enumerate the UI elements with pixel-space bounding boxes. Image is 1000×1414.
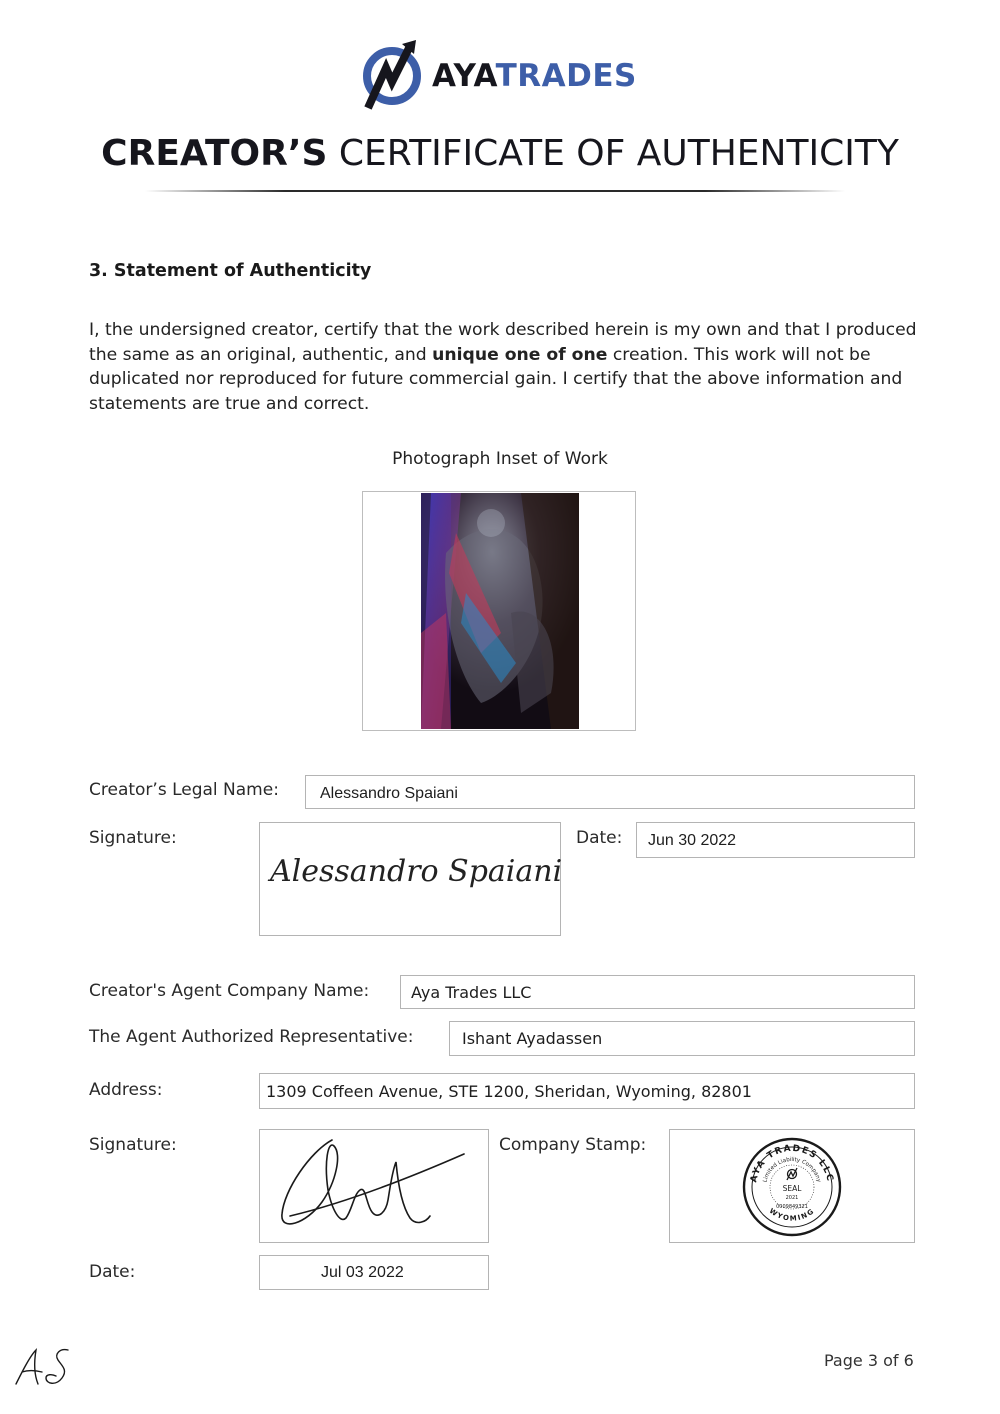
brand-name-dark: AYA	[432, 58, 496, 94]
title-divider	[145, 190, 845, 192]
creator-signature-text: Alessandro Spaiani	[270, 854, 563, 889]
brand-name-accent: TRADES	[495, 58, 637, 94]
agent-signature-scribble	[270, 1132, 480, 1240]
initials-signature	[12, 1344, 80, 1392]
statement-text-after: creation. This work will not be duplicated nor reproduced for future commercial gain. I certify that the above information and statements are true and correct.	[89, 344, 903, 414]
title-rest: CERTIFICATE OF AUTHENTICITY	[327, 133, 899, 174]
agent-signature-label: Signature:	[89, 1135, 177, 1155]
ayatrades-logo-icon	[358, 38, 424, 114]
seal-top-text: AYA TRADES LLC	[749, 1143, 835, 1184]
statement-text-bold: unique one of one	[432, 344, 608, 365]
creator-date-value: Jun 30 2022	[648, 832, 737, 849]
seal-center-text: SEAL	[782, 1184, 802, 1193]
artwork-photo	[421, 493, 579, 729]
seal-inner-text: Limited Liability Company	[762, 1156, 822, 1183]
agent-date-label: Date:	[89, 1262, 136, 1282]
creator-date-label: Date:	[576, 828, 623, 848]
brand-name	[432, 56, 637, 96]
statement-text-before: I, the undersigned creator, certify that the work described herein is my own and that I produced the same as an original, authentic, and	[89, 320, 917, 365]
company-seal-stamp	[738, 1136, 846, 1238]
certificate-title	[0, 130, 1000, 178]
seal-bottom-text: WYOMING	[767, 1206, 817, 1223]
creator-legal-name-label: Creator’s Legal Name:	[89, 780, 279, 800]
address-value: 1309 Coffeen Avenue, STE 1200, Sheridan, Wyoming, 82801	[266, 1082, 752, 1101]
address-label: Address:	[89, 1080, 163, 1100]
seal-year: 2021	[785, 1195, 799, 1201]
statement-paragraph	[89, 318, 919, 416]
title-bold: CREATOR’S	[101, 133, 328, 174]
page-number: Page 3 of 6	[824, 1351, 914, 1370]
seal-logo-icon	[787, 1168, 797, 1180]
agent-representative-value: Ishant Ayadassen	[462, 1029, 603, 1048]
section-heading: 3. Statement of Authenticity	[89, 261, 372, 281]
agent-company-label: Creator's Agent Company Name:	[89, 981, 370, 1001]
agent-date-value: Jul 03 2022	[321, 1264, 404, 1281]
creator-legal-name-value: Alessandro Spaiani	[320, 785, 458, 802]
company-stamp-label: Company Stamp:	[499, 1135, 647, 1155]
seal-number: 0009849321	[776, 1204, 808, 1210]
photo-caption: Photograph Inset of Work	[392, 449, 608, 469]
agent-company-value: Aya Trades LLC	[411, 983, 532, 1002]
agent-representative-label: The Agent Authorized Representative:	[89, 1027, 414, 1047]
creator-signature-label: Signature:	[89, 828, 177, 848]
